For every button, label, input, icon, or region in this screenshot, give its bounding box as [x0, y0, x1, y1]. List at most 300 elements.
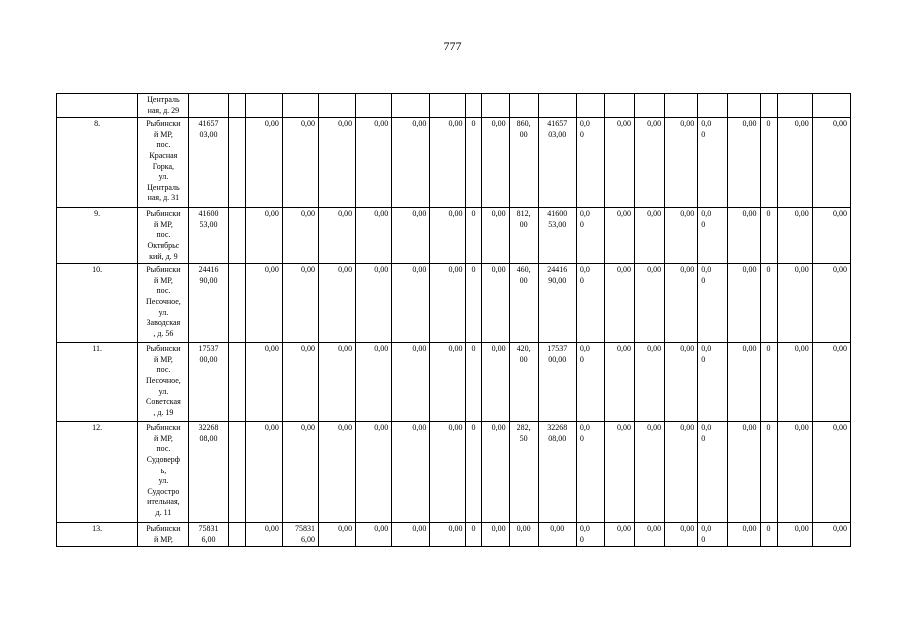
table-cell	[138, 208, 189, 264]
cell-value: 0,00	[742, 119, 757, 129]
cell-value: 0,00	[412, 344, 427, 354]
cell-value: 0,00	[491, 423, 506, 433]
table-cell	[812, 118, 850, 208]
table-cell	[665, 343, 698, 422]
cell-value: 0	[766, 344, 771, 354]
table-cell	[318, 343, 355, 422]
cell-value: 0,00	[374, 423, 389, 433]
table-cell	[812, 264, 850, 343]
table-cell	[604, 422, 634, 523]
table-cell	[635, 264, 665, 343]
table-cell	[356, 94, 392, 118]
address-text: Рыбински й МР, пос. Октябрьс кий, д. 9	[146, 209, 181, 261]
cell-value: 0,0 0	[579, 423, 590, 443]
table-cell	[777, 208, 812, 264]
table-cell	[318, 523, 355, 547]
cell-value: 0,00	[550, 524, 565, 534]
table-row	[57, 264, 851, 343]
cell-value: 0,00	[448, 524, 463, 534]
cell-value: 0,00	[617, 524, 632, 534]
table-cell	[538, 94, 576, 118]
cell-value: 0,00	[338, 524, 353, 534]
table-cell	[481, 264, 509, 343]
cell-value: 24416 90,00	[198, 265, 219, 285]
cell-value: 0,00	[617, 119, 632, 129]
table-cell	[245, 422, 282, 523]
cell-value: 0,00	[448, 119, 463, 129]
cell-value: 0	[471, 423, 476, 433]
table-cell	[728, 118, 760, 208]
cell-value: 0,00	[680, 423, 695, 433]
row-number: 9.	[94, 209, 101, 219]
cell-value: 0,00	[833, 265, 847, 275]
table-cell	[466, 208, 481, 264]
table-cell	[728, 208, 760, 264]
cell-value: 0,00	[412, 524, 427, 534]
table-cell	[509, 208, 538, 264]
cell-value: 0,00	[374, 119, 389, 129]
cell-value: 0,00	[448, 265, 463, 275]
table-cell	[356, 343, 392, 422]
cell-value: 0,0 0	[579, 119, 590, 139]
cell-value: 0,00	[680, 344, 695, 354]
table-cell	[509, 422, 538, 523]
cell-value: 0	[766, 209, 771, 219]
table-cell	[509, 94, 538, 118]
table-cell	[760, 94, 777, 118]
table-cell	[245, 94, 282, 118]
table-cell	[698, 94, 728, 118]
cell-value: 0,00	[680, 119, 695, 129]
table-cell	[466, 264, 481, 343]
cell-value: 0,00	[338, 344, 353, 354]
cell-value: 0,00	[794, 209, 809, 219]
table-cell	[318, 94, 355, 118]
table-cell	[430, 118, 466, 208]
table-cell	[189, 208, 228, 264]
table-cell	[356, 422, 392, 523]
table-cell	[57, 422, 138, 523]
cell-value: 0,00	[680, 209, 695, 219]
table-cell	[466, 523, 481, 547]
cell-value: 0,00	[680, 265, 695, 275]
table-cell	[245, 343, 282, 422]
table-cell	[282, 343, 318, 422]
cell-value: 0,00	[833, 119, 847, 129]
table-cell	[760, 343, 777, 422]
table-cell	[777, 422, 812, 523]
table-cell	[245, 523, 282, 547]
cell-value: 0,00	[448, 423, 463, 433]
table-cell	[728, 264, 760, 343]
page-number: 777	[443, 39, 462, 53]
table-cell	[635, 343, 665, 422]
cell-value: 0,00	[264, 209, 279, 219]
table-cell	[189, 343, 228, 422]
table-row	[57, 422, 851, 523]
cell-value: 0,0 0	[701, 265, 712, 285]
table-cell	[430, 422, 466, 523]
table-cell	[698, 264, 728, 343]
table-cell	[228, 343, 245, 422]
cell-value: 0	[471, 119, 476, 129]
table-cell	[777, 118, 812, 208]
table-cell	[138, 118, 189, 208]
cell-value: 0,00	[742, 209, 757, 219]
table-cell	[576, 94, 604, 118]
table-cell	[430, 264, 466, 343]
cell-value: 0	[471, 524, 476, 534]
cell-value: 0,00	[338, 265, 353, 275]
table-cell	[481, 422, 509, 523]
table-cell	[509, 343, 538, 422]
table-row	[57, 94, 851, 118]
table-cell	[356, 118, 392, 208]
table-cell	[665, 422, 698, 523]
table-cell	[481, 118, 509, 208]
table-cell	[576, 523, 604, 547]
cell-value: 0,00	[264, 265, 279, 275]
cell-value: 0,00	[617, 344, 632, 354]
cell-value: 0,00	[794, 423, 809, 433]
cell-value: 0,00	[742, 423, 757, 433]
table-row	[57, 208, 851, 264]
cell-value: 0,0 0	[701, 209, 712, 229]
table-cell	[760, 208, 777, 264]
table-cell	[466, 118, 481, 208]
address-text: Рыбински й МР, пос. Песочное, ул. Заводская , д. 56	[145, 265, 181, 338]
address-text: Централь ная, д. 29	[147, 95, 180, 115]
cell-value: 0	[766, 119, 771, 129]
table-cell	[665, 264, 698, 343]
cell-value: 24416 90,00	[547, 265, 568, 285]
cell-value: 0,00	[794, 524, 809, 534]
cell-value: 41600 53,00	[198, 209, 219, 229]
table-cell	[509, 523, 538, 547]
table-cell	[282, 422, 318, 523]
cell-value: 0	[766, 423, 771, 433]
table-cell	[57, 118, 138, 208]
cell-value: 0,00	[491, 209, 506, 219]
cell-value: 420, 00	[516, 344, 531, 364]
table-cell	[57, 208, 138, 264]
table-cell	[604, 118, 634, 208]
address-text: Рыбински й МР, пос. Судоверф ь, ул. Судостро ительная, д. 11	[146, 423, 181, 517]
table-cell	[604, 264, 634, 343]
cell-value: 0,00	[264, 524, 279, 534]
cell-value: 0,00	[491, 119, 506, 129]
table-cell	[538, 523, 576, 547]
table-cell	[481, 208, 509, 264]
table-cell	[392, 523, 430, 547]
table-cell	[138, 422, 189, 523]
table-cell	[576, 118, 604, 208]
table-cell	[538, 264, 576, 343]
cell-value: 0,00	[617, 423, 632, 433]
table-cell	[228, 523, 245, 547]
cell-value: 0	[766, 524, 771, 534]
table-cell	[466, 94, 481, 118]
cell-value: 0,00	[647, 524, 662, 534]
cell-value: 0,00	[742, 265, 757, 275]
cell-value: 0	[471, 344, 476, 354]
table-cell	[356, 264, 392, 343]
cell-value: 0,00	[300, 344, 315, 354]
table-cell	[282, 264, 318, 343]
table-cell	[635, 523, 665, 547]
table-cell	[318, 208, 355, 264]
cell-value: 0,00	[647, 119, 662, 129]
cell-value: 0,00	[742, 344, 757, 354]
cell-value: 0,0 0	[579, 524, 590, 544]
table-cell	[698, 343, 728, 422]
row-number: 12.	[92, 423, 103, 433]
table-cell	[538, 422, 576, 523]
table-cell	[728, 343, 760, 422]
table-cell	[665, 208, 698, 264]
cell-value: 0,00	[516, 524, 531, 534]
table-cell	[318, 264, 355, 343]
table-cell	[466, 343, 481, 422]
table-cell	[604, 523, 634, 547]
table-cell	[189, 118, 228, 208]
row-number: 10.	[92, 265, 103, 275]
cell-value: 0,00	[794, 119, 809, 129]
cell-value: 0,00	[833, 524, 847, 534]
table-cell	[481, 94, 509, 118]
table-cell	[635, 208, 665, 264]
cell-value: 0,00	[491, 344, 506, 354]
cell-value: 0,00	[680, 524, 695, 534]
table-cell	[698, 118, 728, 208]
cell-value: 0,00	[491, 265, 506, 275]
row-number: 8.	[94, 119, 101, 129]
table-cell	[760, 264, 777, 343]
cell-value: 75831 6,00	[294, 524, 315, 544]
table-cell	[57, 94, 138, 118]
table-cell	[538, 208, 576, 264]
table-cell	[812, 208, 850, 264]
cell-value: 0,00	[300, 209, 315, 219]
table-cell	[189, 94, 228, 118]
table-cell	[509, 264, 538, 343]
cell-value: 0,00	[617, 209, 632, 219]
table-cell	[228, 208, 245, 264]
table-cell	[635, 118, 665, 208]
cell-value: 0,00	[374, 265, 389, 275]
table-cell	[245, 118, 282, 208]
table-cell	[228, 264, 245, 343]
cell-value: 0,00	[491, 524, 506, 534]
cell-value: 0	[471, 209, 476, 219]
table-cell	[698, 523, 728, 547]
table-cell	[282, 208, 318, 264]
cell-value: 282, 50	[516, 423, 531, 443]
cell-value: 0,00	[448, 209, 463, 219]
table-cell	[777, 264, 812, 343]
table-cell	[57, 523, 138, 547]
cell-value: 0,00	[647, 265, 662, 275]
cell-value: 75831 6,00	[198, 524, 219, 544]
cell-value: 860, 00	[516, 119, 531, 139]
table-cell	[538, 343, 576, 422]
table-cell	[777, 523, 812, 547]
table-cell	[318, 118, 355, 208]
cell-value: 41600 53,00	[547, 209, 568, 229]
table-cell	[760, 422, 777, 523]
table-cell	[760, 523, 777, 547]
table-cell	[665, 523, 698, 547]
cell-value: 0,00	[300, 423, 315, 433]
table-cell	[392, 94, 430, 118]
table-cell	[604, 94, 634, 118]
cell-value: 0	[471, 265, 476, 275]
table-cell	[228, 94, 245, 118]
table-row	[57, 118, 851, 208]
cell-value: 0,0 0	[701, 423, 712, 443]
cell-value: 0,0 0	[579, 265, 590, 285]
table-cell	[777, 94, 812, 118]
table-cell	[282, 118, 318, 208]
table-cell	[812, 94, 850, 118]
table-cell	[392, 264, 430, 343]
cell-value: 0,00	[338, 119, 353, 129]
cell-value: 0,0 0	[579, 344, 590, 364]
table-cell	[318, 422, 355, 523]
table-cell	[698, 422, 728, 523]
table-cell	[392, 422, 430, 523]
cell-value: 0,00	[647, 209, 662, 219]
cell-value: 0,00	[300, 265, 315, 275]
cell-value: 0,00	[833, 209, 847, 219]
cell-value: 0,00	[412, 209, 427, 219]
table-cell	[392, 118, 430, 208]
table-cell	[430, 343, 466, 422]
table-cell	[138, 94, 189, 118]
table-cell	[245, 208, 282, 264]
data-table	[56, 93, 851, 547]
table-cell	[189, 264, 228, 343]
address-text: Рыбински й МР, пос. Красная Горка, ул. Централь ная, д. 31	[146, 119, 181, 203]
table-cell	[430, 208, 466, 264]
cell-value: 0,0 0	[701, 524, 712, 544]
table-cell	[392, 343, 430, 422]
cell-value: 0,00	[833, 423, 847, 433]
cell-value: 0,00	[300, 119, 315, 129]
table-cell	[635, 422, 665, 523]
table-cell	[760, 118, 777, 208]
cell-value: 0,00	[338, 209, 353, 219]
table-cell	[698, 208, 728, 264]
table-cell	[777, 343, 812, 422]
table-cell	[665, 118, 698, 208]
table-cell	[576, 208, 604, 264]
table-cell	[282, 94, 318, 118]
cell-value: 0,00	[412, 265, 427, 275]
cell-value: 0,00	[374, 209, 389, 219]
table-cell	[576, 343, 604, 422]
table-cell	[356, 208, 392, 264]
cell-value: 0,00	[264, 119, 279, 129]
cell-value: 0,0 0	[701, 344, 712, 364]
cell-value: 32268 08,00	[547, 423, 568, 443]
cell-value: 0,00	[412, 423, 427, 433]
table-cell	[576, 264, 604, 343]
table-cell	[665, 94, 698, 118]
cell-value: 0,00	[833, 344, 847, 354]
table-cell	[728, 422, 760, 523]
table-cell	[57, 343, 138, 422]
table-cell	[392, 208, 430, 264]
cell-value: 0,00	[647, 344, 662, 354]
table-cell	[728, 94, 760, 118]
table-cell	[282, 523, 318, 547]
cell-value: 812, 00	[516, 209, 531, 229]
table-cell	[245, 264, 282, 343]
cell-value: 41657 03,00	[547, 119, 568, 139]
table-cell	[576, 422, 604, 523]
table-cell	[509, 118, 538, 208]
table-cell	[635, 94, 665, 118]
table-cell	[728, 523, 760, 547]
cell-value: 0,00	[617, 265, 632, 275]
cell-value: 0,00	[794, 265, 809, 275]
table-cell	[430, 523, 466, 547]
table-cell	[604, 343, 634, 422]
cell-value: 0,00	[412, 119, 427, 129]
table-cell	[228, 118, 245, 208]
table-row	[57, 523, 851, 547]
cell-value: 0,00	[794, 344, 809, 354]
table-cell	[138, 523, 189, 547]
table-cell	[481, 343, 509, 422]
cell-value: 0,00	[338, 423, 353, 433]
cell-value: 17537 00,00	[198, 344, 219, 364]
table-cell	[356, 523, 392, 547]
table-cell	[812, 422, 850, 523]
table-cell	[481, 523, 509, 547]
table-cell	[228, 422, 245, 523]
cell-value: 0,0 0	[701, 119, 712, 139]
cell-value: 17537 00,00	[547, 344, 568, 364]
table-row	[57, 343, 851, 422]
table-cell	[466, 422, 481, 523]
cell-value: 32268 08,00	[198, 423, 219, 443]
cell-value: 0,00	[647, 423, 662, 433]
cell-value: 0,00	[374, 344, 389, 354]
table-cell	[189, 422, 228, 523]
cell-value: 41657 03,00	[198, 119, 219, 139]
row-number: 13.	[92, 524, 103, 534]
cell-value: 0,00	[742, 524, 757, 534]
address-text: Рыбински й МР, пос. Песочное, ул. Советская , д. 19	[145, 344, 181, 417]
cell-value: 460, 00	[516, 265, 531, 285]
row-number: 11.	[92, 344, 102, 354]
table-cell	[138, 264, 189, 343]
cell-value: 0,00	[264, 423, 279, 433]
table-cell	[604, 208, 634, 264]
table-cell	[430, 94, 466, 118]
table-cell	[812, 523, 850, 547]
table-cell	[138, 343, 189, 422]
cell-value: 0,00	[264, 344, 279, 354]
table-cell	[812, 343, 850, 422]
address-text: Рыбински й МР,	[146, 524, 181, 544]
table-cell	[57, 264, 138, 343]
cell-value: 0,00	[374, 524, 389, 534]
cell-value: 0,0 0	[579, 209, 590, 229]
table-cell	[189, 523, 228, 547]
